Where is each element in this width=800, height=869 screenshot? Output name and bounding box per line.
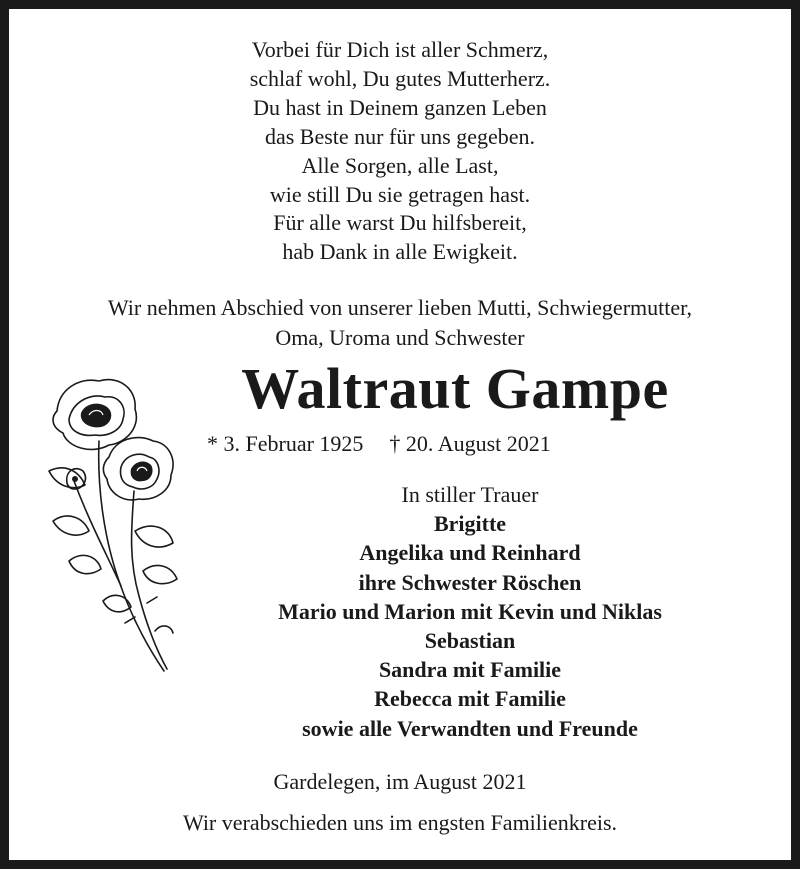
poem-line: Für alle warst Du hilfsbereit, [273,210,527,236]
mourner-entry: sowie alle Verwandten und Freunde [302,715,638,741]
life-dates [207,429,551,459]
intro-line: Wir nehmen Abschied von unserer lieben Mutti, Schwiegermutter, [107,295,693,320]
poem-line: wie still Du sie getragen hast. [269,181,531,207]
farewell-intro [18,293,782,353]
death-date: † 20. August 2021 [389,431,551,456]
mourners-heading: In stiller Trauer [401,482,539,507]
poem-line: Alle Sorgen, alle Last, [301,152,499,178]
poem-line: das Beste nur für uns gegeben. [264,123,536,149]
mourner-entry: Brigitte [433,511,507,537]
poem-line: hab Dank in alle Ewigkeit. [282,239,518,265]
memorial-poem [18,36,782,267]
poem-line: schlaf wohl, Du gutes Mutterherz. [249,65,551,91]
poem-line: Du hast in Deinem ganzen Leben [253,94,547,120]
mourner-entry: Angelika und Reinhard [359,540,581,566]
poem-line: Vorbei für Dich ist aller Schmerz, [251,37,549,62]
mourners-block [149,480,791,743]
birth-date: * 3. Februar 1925 [207,431,364,456]
mourner-entry: Sebastian [424,628,516,654]
closing-note: Wir verabschieden uns im engsten Familienkreis. [182,810,618,835]
mourner-entry: Mario und Marion mit Kevin und Niklas [278,598,662,624]
deceased-name: Waltraut Gampe [241,356,669,421]
mourner-entry: Rebecca mit Familie [374,686,566,712]
mourner-entry: ihre Schwester Röschen [358,569,582,595]
intro-line: Oma, Uroma und Schwester [275,325,525,350]
mourner-entry: Sandra mit Familie [378,657,562,683]
place-and-date: Gardelegen, im August 2021 [273,769,527,794]
